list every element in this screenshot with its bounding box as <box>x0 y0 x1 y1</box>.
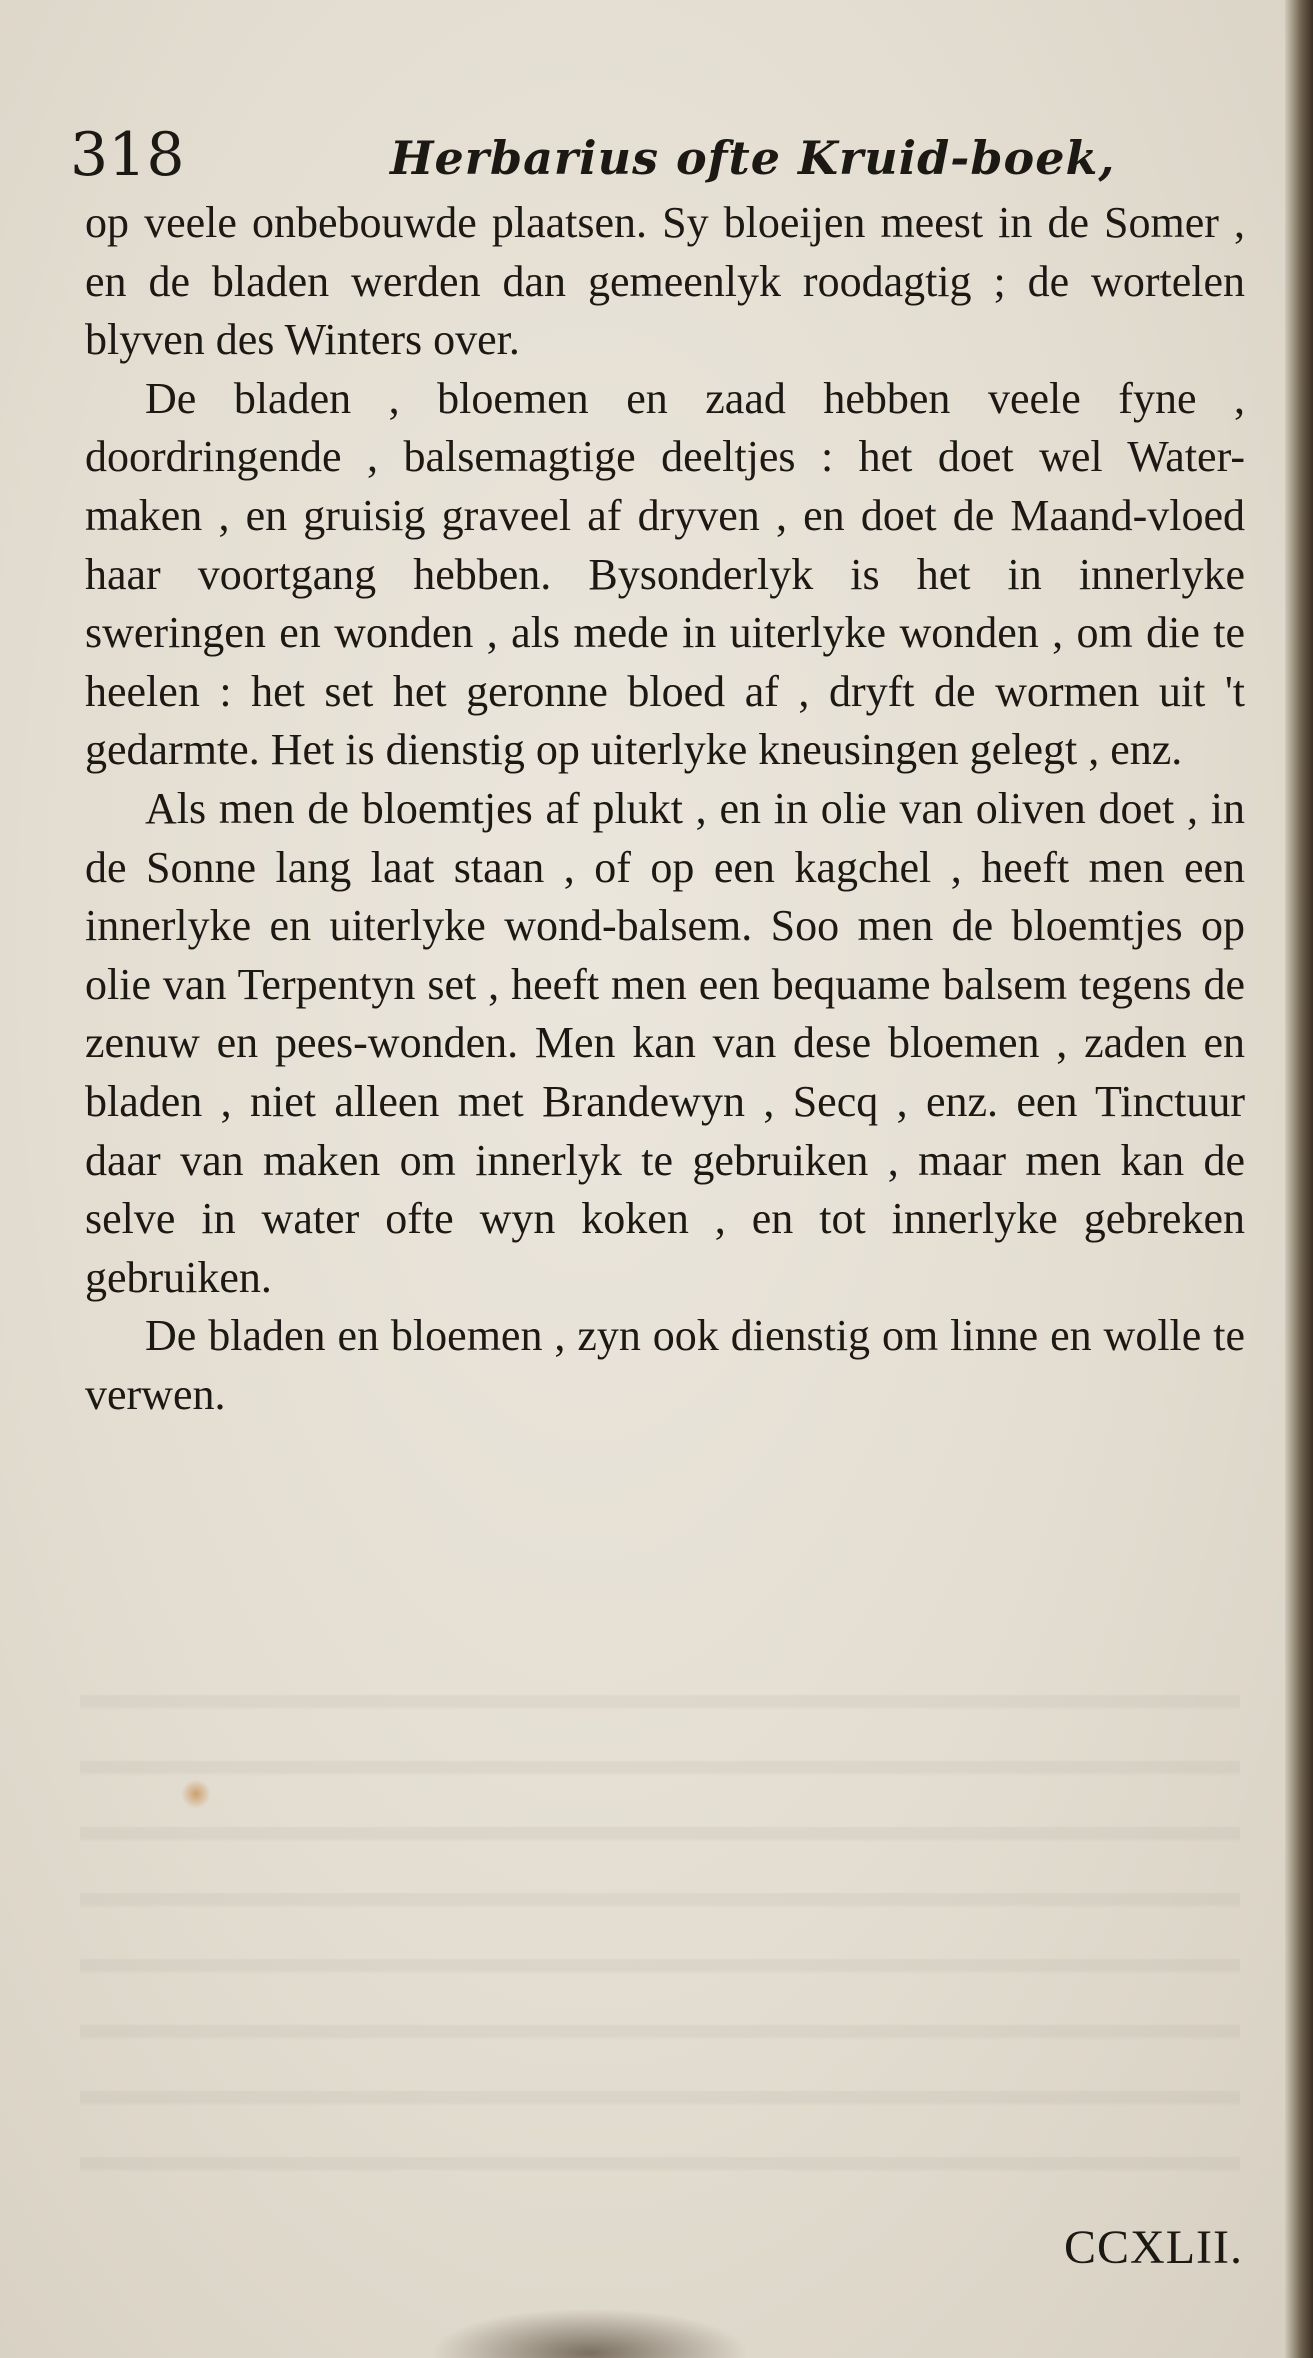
page-header <box>70 110 1250 200</box>
paragraph-4: De bladen en bloemen , zyn ook dienstig om linne en wolle te verwen. <box>85 1311 1245 1419</box>
paragraph-2: De bladen , bloemen en zaad hebben veele fyne , doordringende , balsemagtige deeltjes : het doet wel Water-maken , en gruisig graveel af dryven , en doet de Maand-vloed haar voortgang hebben. Bysonderlyk is het in innerlyke sweringen en wonden , als mede in uiterlyke wonden , om die te heelen : het set het geronne bloed af , dryft de wormen uit 't gedarmte. Het is dienstig op uiterlyke kneusingen gelegt , enz. <box>85 373 1245 775</box>
paper-stain <box>180 1780 212 1808</box>
running-title: Herbarius ofte Kruid-boek, <box>390 131 1116 185</box>
show-through-text <box>80 1660 1240 2220</box>
page-edge <box>1285 0 1313 2358</box>
paragraph-3: Als men de bloemtjes af plukt , en in olie van oliven doet , in de Sonne lang laat staan , of op een kagchel , heeft men een innerlyke en uiterlyke wond-balsem. Soo men de bloemtjes op olie van Terpentyn set , heeft men een bequame balsem tegens de zenuw en pees-wonden. Men kan van dese bloemen , zaden en bladen , niet alleen met Brandewyn , Secq , enz. een Tinctuur daar van maken om innerlyk te gebruiken , maar men kan de selve in water ofte wyn koken , en tot innerlyke gebreken gebruiken. <box>85 783 1245 1302</box>
signature-mark: CCXLII. <box>1064 2221 1243 2274</box>
binding-shadow <box>430 2308 750 2358</box>
page-number: 318 <box>70 120 185 190</box>
paragraph-1: op veele onbebouwde plaatsen. Sy bloeijen meest in de Somer , en de bladen werden dan gemeenlyk roodagtig ; de wortelen blyven des Winters over. <box>85 198 1245 365</box>
body-text <box>85 194 1245 1424</box>
